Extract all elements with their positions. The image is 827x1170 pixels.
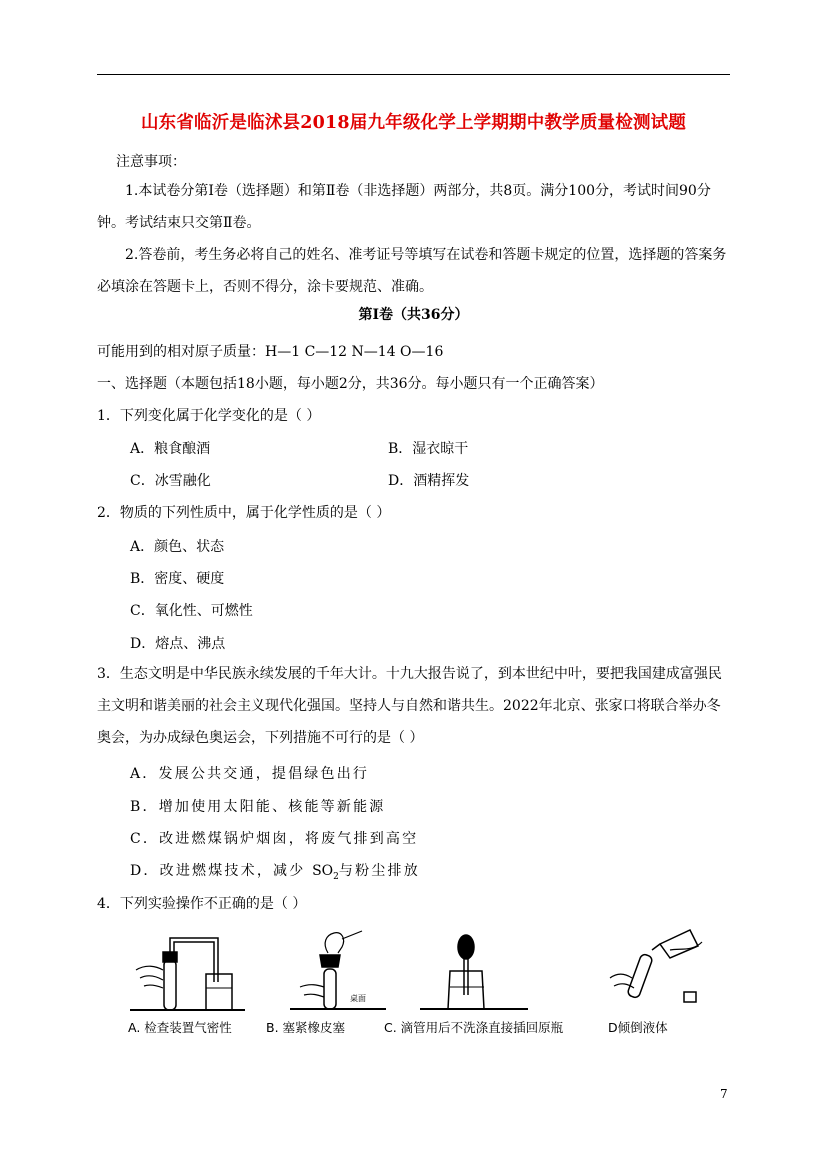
question-2-option-a: A．颜色、状态	[130, 539, 225, 555]
question-2-option-d: D．熔点、沸点	[130, 636, 226, 652]
figure-a-caption: A. 检查装置气密性	[128, 1020, 232, 1035]
notes-heading: 注意事项：	[116, 154, 186, 170]
question-3-option-b: B．增加使用太阳能、核能等新能源	[130, 799, 386, 815]
page-number: 7	[720, 1087, 728, 1101]
question-4-stem: 4．下列实验操作不正确的是（ ）	[97, 896, 307, 912]
dropper-bottle-icon	[420, 925, 530, 1015]
rubber-stopper-insertion-icon	[290, 925, 390, 1015]
airtightness-check-apparatus-icon	[130, 930, 250, 1015]
question-4-figures	[120, 920, 710, 1045]
desk-label: 桌面	[350, 994, 366, 1003]
question-1-option-b: B．湿衣晾干	[388, 441, 469, 457]
part-heading: 一、选择题（本题包括18小题，每小题2分，共36分。每小题只有一个正确答案）	[97, 376, 604, 392]
question-1-option-d: D．酒精挥发	[388, 473, 470, 489]
figure-c-caption: C. 滴管用后不洗涤直接插回原瓶	[384, 1020, 564, 1035]
pouring-liquid-icon	[600, 920, 710, 1015]
atomic-masses: 可能用到的相对原子质量：H—1 C—12 N—14 O—16	[97, 344, 444, 360]
section-title: 第Ⅰ卷（共36分）	[358, 307, 469, 323]
so2-formula: $SO_2$	[312, 863, 339, 882]
question-3-option-c: C．改进燃煤锅炉烟囱，将废气排到高空	[130, 831, 419, 847]
note-2: 2.答卷前，考生务必将自己的姓名、准考证号等填写在试卷和答题卡规定的位置，选择题的答案务必填涂在答题卡上，否则不得分，涂卡要规范、准确。	[97, 247, 727, 295]
question-1-option-c: C．冰雪融化	[130, 473, 211, 489]
figure-d-caption: D倾倒液体	[608, 1020, 668, 1035]
figure-b-caption: B. 塞紧橡皮塞	[266, 1020, 346, 1035]
question-2-option-b: B．密度、硬度	[130, 571, 225, 587]
page-title: 山东省临沂是临沭县2018届九年级化学上学期期中教学质量检测试题	[140, 113, 687, 133]
question-2-option-c: C．氧化性、可燃性	[130, 603, 253, 619]
header-rule	[97, 74, 730, 75]
note-1: 1.本试卷分第Ⅰ卷（选择题）和第Ⅱ卷（非选择题）两部分，共8页。满分100分，考试时间90分钟。考试结束只交第Ⅱ卷。	[97, 183, 711, 231]
question-1-option-a: A．粮食酿酒	[130, 441, 211, 457]
question-2-stem: 2．物质的下列性质中，属于化学性质的是（ ）	[97, 505, 391, 521]
question-3-option-a: A．发展公共交通，提倡绿色出行	[130, 766, 370, 782]
question-3-option-d: D．改进燃煤技术，减少 $SO_2$与粉尘排放	[130, 863, 420, 882]
question-1-stem: 1．下列变化属于化学变化的是（ ）	[97, 408, 321, 424]
question-3-stem: 3．生态文明是中华民族永续发展的千年大计。十九大报告说了，到本世纪中叶，要把我国建成富强民主文明和谐美丽的社会主义现代化强国。坚持人与自然和谐共生。2022年北京、张家口将联合举办冬奥会，为办成绿色奥运会，下列措施不可行的是（ ）	[97, 666, 722, 746]
